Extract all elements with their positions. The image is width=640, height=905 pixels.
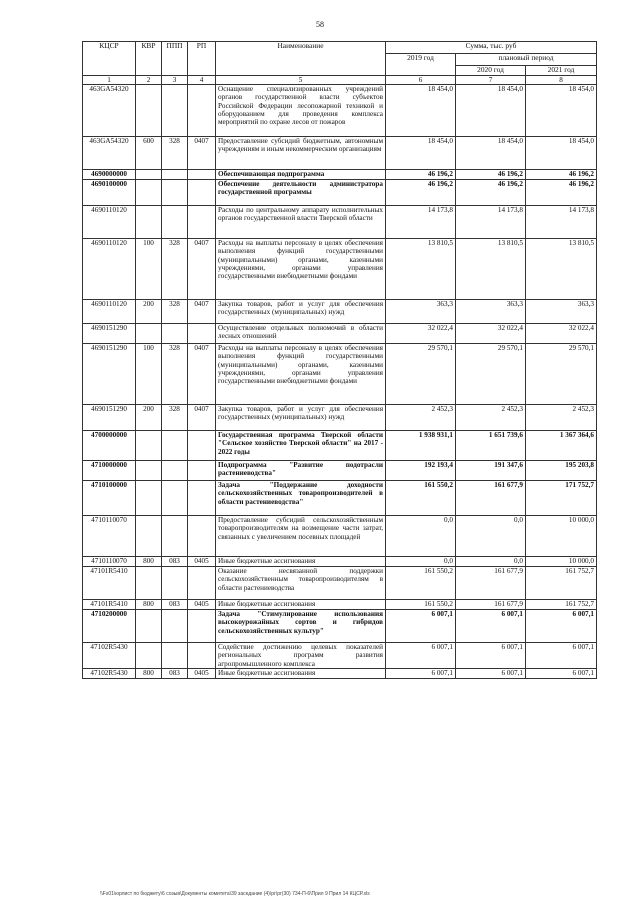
row-code: 4690151290 xyxy=(83,405,136,431)
row-name: Предоставление субсидий сельскохозяйственным товаропроизводителям на возмещение части затрат, связанных с увеличением посевных площадей xyxy=(216,516,386,557)
row-code: 4690100000 xyxy=(83,180,136,206)
row-amount-2021: 18 454,0 xyxy=(526,85,597,137)
row-rp: 0407 xyxy=(188,239,216,300)
table-row xyxy=(83,206,597,239)
header-year-2019: 2019 год xyxy=(386,54,456,76)
row-amount-2019: 46 196,2 xyxy=(386,170,456,180)
row-ppp: 328 xyxy=(162,300,188,324)
row-rp xyxy=(188,180,216,206)
row-name: Оснащение специализированных учреждений органов государственной власти субъектов Российской Федерации лесопожарной техникой и оборудованием для проведения комплекса мероприятий по охране лесов от пожаров xyxy=(216,85,386,137)
table-row xyxy=(83,300,597,324)
row-ppp: 083 xyxy=(162,600,188,610)
row-kvr xyxy=(136,643,162,669)
row-ppp xyxy=(162,206,188,239)
column-number: 1 xyxy=(83,76,136,85)
table-row xyxy=(83,405,597,431)
row-code: 463GA54320 xyxy=(83,85,136,137)
row-ppp xyxy=(162,324,188,344)
row-amount-2019: 161 550,2 xyxy=(386,481,456,516)
row-amount-2021: 29 570,1 xyxy=(526,344,597,405)
row-name: Иные бюджетные ассигнования xyxy=(216,557,386,567)
row-ppp xyxy=(162,170,188,180)
table-row xyxy=(83,344,597,405)
row-kvr: 200 xyxy=(136,300,162,324)
row-kvr: 800 xyxy=(136,668,162,678)
table-row xyxy=(83,481,597,516)
row-code: 4690151290 xyxy=(83,324,136,344)
row-amount-2020: 161 677,9 xyxy=(456,600,526,610)
row-rp xyxy=(188,516,216,557)
row-amount-2019: 6 007,1 xyxy=(386,610,456,643)
table-row xyxy=(83,137,597,170)
header-name: Наименование xyxy=(216,42,386,76)
column-number: 6 xyxy=(386,76,456,85)
column-number: 3 xyxy=(162,76,188,85)
row-name: Расходы на выплаты персоналу в целях обеспечения выполнения функций государственными (муниципальными) органами, казенными учреждениями, органами управления государственными внебюджетными фондами xyxy=(216,239,386,300)
row-ppp xyxy=(162,610,188,643)
row-amount-2021: 1 367 364,6 xyxy=(526,431,597,461)
page-number: 58 xyxy=(316,20,324,29)
row-ppp xyxy=(162,567,188,600)
table-row xyxy=(83,180,597,206)
row-name: Иные бюджетные ассигнования xyxy=(216,668,386,678)
row-amount-2020: 6 007,1 xyxy=(456,610,526,643)
row-code: 4690000000 xyxy=(83,170,136,180)
table-row xyxy=(83,431,597,461)
row-ppp xyxy=(162,461,188,481)
row-amount-2019: 161 550,2 xyxy=(386,600,456,610)
row-name: Государственная программа Тверской области "Сельское хозяйство Тверской области" на 2017 - 2022 годы xyxy=(216,431,386,461)
row-amount-2021: 6 007,1 xyxy=(526,610,597,643)
row-amount-2020: 18 454,0 xyxy=(456,137,526,170)
row-rp: 0407 xyxy=(188,344,216,405)
row-rp: 0405 xyxy=(188,668,216,678)
row-ppp xyxy=(162,431,188,461)
row-rp xyxy=(188,610,216,643)
header-plan-period: плановый период xyxy=(456,54,597,66)
row-ppp: 328 xyxy=(162,344,188,405)
row-code: 47101R5410 xyxy=(83,600,136,610)
table-row xyxy=(83,557,597,567)
row-ppp xyxy=(162,180,188,206)
column-number: 7 xyxy=(456,76,526,85)
row-kvr xyxy=(136,180,162,206)
row-ppp xyxy=(162,85,188,137)
row-name: Осуществление отдельных полномочий в области лесных отношений xyxy=(216,324,386,344)
row-name: Расходы по центральному аппарату исполнительных органов государственной власти Тверской области xyxy=(216,206,386,239)
row-code: 4710110070 xyxy=(83,557,136,567)
row-code: 47101R5410 xyxy=(83,567,136,600)
row-amount-2020: 0,0 xyxy=(456,557,526,567)
row-amount-2020: 363,3 xyxy=(456,300,526,324)
row-name: Расходы на выплаты персоналу в целях обеспечения выполнения функций государственными (муниципальными) органами, казенными учреждениями, органами управления государственными внебюджетными фондами xyxy=(216,344,386,405)
row-kvr xyxy=(136,324,162,344)
row-amount-2021: 171 752,7 xyxy=(526,481,597,516)
column-number: 4 xyxy=(188,76,216,85)
row-amount-2019: 2 452,3 xyxy=(386,405,456,431)
row-amount-2021: 6 007,1 xyxy=(526,643,597,669)
column-number: 2 xyxy=(136,76,162,85)
row-kvr xyxy=(136,206,162,239)
row-amount-2020: 6 007,1 xyxy=(456,643,526,669)
row-rp xyxy=(188,461,216,481)
row-name: Закупка товаров, работ и услуг для обеспечения государственных (муниципальных) нужд xyxy=(216,300,386,324)
header-code: КЦСР xyxy=(83,42,136,76)
table-row xyxy=(83,567,597,600)
header-rp: РП xyxy=(188,42,216,76)
row-name: Обеспечивающая подпрограмма xyxy=(216,170,386,180)
row-rp xyxy=(188,567,216,600)
table-row xyxy=(83,461,597,481)
row-amount-2020: 161 677,9 xyxy=(456,567,526,600)
row-amount-2020: 32 022,4 xyxy=(456,324,526,344)
column-number: 5 xyxy=(216,76,386,85)
row-amount-2021: 46 196,2 xyxy=(526,170,597,180)
row-rp: 0407 xyxy=(188,300,216,324)
row-amount-2021: 18 454,0 xyxy=(526,137,597,170)
row-amount-2020: 191 347,6 xyxy=(456,461,526,481)
row-kvr xyxy=(136,516,162,557)
row-code: 4690110120 xyxy=(83,206,136,239)
row-kvr: 800 xyxy=(136,600,162,610)
row-ppp: 328 xyxy=(162,405,188,431)
row-rp xyxy=(188,85,216,137)
row-kvr xyxy=(136,481,162,516)
row-amount-2020: 46 196,2 xyxy=(456,170,526,180)
column-number: 8 xyxy=(526,76,597,85)
file-path-footer: \\Fs01\юрлист по бюджету\6 созыв\Документы комитета\39 заседание (4)\рг\рг(30) 734-П-6\Прил 9 Прил 14 КЦСР.xls xyxy=(100,891,370,897)
row-code: 4710200000 xyxy=(83,610,136,643)
row-kvr xyxy=(136,567,162,600)
row-amount-2021: 161 752,7 xyxy=(526,600,597,610)
table-row xyxy=(83,643,597,669)
row-kvr xyxy=(136,461,162,481)
row-code: 4690110120 xyxy=(83,300,136,324)
row-amount-2021: 6 007,1 xyxy=(526,668,597,678)
row-rp xyxy=(188,170,216,180)
row-amount-2020: 14 173,8 xyxy=(456,206,526,239)
header-kvr: КВР xyxy=(136,42,162,76)
row-name: Подпрограмма "Развитие подотрасли растениеводства" xyxy=(216,461,386,481)
row-ppp xyxy=(162,481,188,516)
row-amount-2019: 18 454,0 xyxy=(386,85,456,137)
row-rp xyxy=(188,431,216,461)
table-row xyxy=(83,668,597,678)
row-name: Обеспечение деятельности администратора государственной программы xyxy=(216,180,386,206)
row-amount-2021: 32 022,4 xyxy=(526,324,597,344)
table-body xyxy=(83,85,597,679)
row-amount-2019: 0,0 xyxy=(386,516,456,557)
row-ppp: 328 xyxy=(162,137,188,170)
row-amount-2019: 14 173,8 xyxy=(386,206,456,239)
row-amount-2020: 46 196,2 xyxy=(456,180,526,206)
row-amount-2021: 363,3 xyxy=(526,300,597,324)
row-kvr: 200 xyxy=(136,405,162,431)
row-ppp: 083 xyxy=(162,557,188,567)
header-amount: Сумма, тыс. руб xyxy=(386,42,597,54)
row-rp xyxy=(188,481,216,516)
row-amount-2019: 1 938 931,1 xyxy=(386,431,456,461)
row-name: Закупка товаров, работ и услуг для обеспечения государственных (муниципальных) нужд xyxy=(216,405,386,431)
row-amount-2021: 46 196,2 xyxy=(526,180,597,206)
row-rp xyxy=(188,324,216,344)
row-name: Задача "Поддержание доходности сельскохозяйственных товаропроизводителей в области растениеводства" xyxy=(216,481,386,516)
row-amount-2020: 13 810,5 xyxy=(456,239,526,300)
row-code: 4700000000 xyxy=(83,431,136,461)
row-code: 4710000000 xyxy=(83,461,136,481)
row-amount-2019: 32 022,4 xyxy=(386,324,456,344)
row-name: Задача "Стимулирование использования высокоурожайных сортов и гибридов сельскохозяйственных культур" xyxy=(216,610,386,643)
row-name: Содействие достижению целевых показателей региональных программ развития агропромышленного комплекса xyxy=(216,643,386,669)
row-amount-2020: 6 007,1 xyxy=(456,668,526,678)
row-rp: 0407 xyxy=(188,137,216,170)
row-ppp xyxy=(162,643,188,669)
row-name: Оказание несвязанной поддержки сельскохозяйственным товаропроизводителям в области растениеводства xyxy=(216,567,386,600)
row-kvr xyxy=(136,85,162,137)
row-amount-2019: 6 007,1 xyxy=(386,668,456,678)
row-rp xyxy=(188,206,216,239)
table-row xyxy=(83,600,597,610)
row-amount-2021: 13 810,5 xyxy=(526,239,597,300)
row-kvr: 800 xyxy=(136,557,162,567)
row-amount-2019: 161 550,2 xyxy=(386,567,456,600)
row-code: 4710110070 xyxy=(83,516,136,557)
header-year-2020: 2020 год xyxy=(456,66,526,76)
row-ppp xyxy=(162,516,188,557)
row-kvr xyxy=(136,610,162,643)
header-year-2021: 2021 год xyxy=(526,66,597,76)
row-amount-2019: 13 810,5 xyxy=(386,239,456,300)
row-code: 4690151290 xyxy=(83,344,136,405)
row-rp: 0407 xyxy=(188,405,216,431)
row-amount-2020: 0,0 xyxy=(456,516,526,557)
row-amount-2019: 363,3 xyxy=(386,300,456,324)
row-rp: 0405 xyxy=(188,600,216,610)
row-amount-2020: 29 570,1 xyxy=(456,344,526,405)
row-amount-2019: 6 007,1 xyxy=(386,643,456,669)
row-amount-2019: 192 193,4 xyxy=(386,461,456,481)
header-ppp: ППП xyxy=(162,42,188,76)
row-amount-2020: 161 677,9 xyxy=(456,481,526,516)
row-kvr: 100 xyxy=(136,344,162,405)
row-code: 47102R5430 xyxy=(83,643,136,669)
row-code: 463GA54320 xyxy=(83,137,136,170)
row-amount-2019: 0,0 xyxy=(386,557,456,567)
row-amount-2021: 2 452,3 xyxy=(526,405,597,431)
row-code: 4710100000 xyxy=(83,481,136,516)
row-code: 4690110120 xyxy=(83,239,136,300)
table-row xyxy=(83,239,597,300)
row-name: Предоставление субсидий бюджетным, автономным учреждениям и иным некоммерческим организациям xyxy=(216,137,386,170)
row-ppp: 083 xyxy=(162,668,188,678)
row-kvr: 600 xyxy=(136,137,162,170)
table-row xyxy=(83,170,597,180)
row-amount-2019: 46 196,2 xyxy=(386,180,456,206)
row-amount-2020: 18 454,0 xyxy=(456,85,526,137)
row-amount-2021: 161 752,7 xyxy=(526,567,597,600)
row-ppp: 328 xyxy=(162,239,188,300)
table-row xyxy=(83,516,597,557)
row-kvr xyxy=(136,431,162,461)
row-amount-2021: 195 203,8 xyxy=(526,461,597,481)
row-amount-2019: 29 570,1 xyxy=(386,344,456,405)
table-row xyxy=(83,324,597,344)
row-amount-2021: 14 173,8 xyxy=(526,206,597,239)
row-kvr: 100 xyxy=(136,239,162,300)
row-amount-2021: 10 000,0 xyxy=(526,516,597,557)
budget-table xyxy=(82,41,597,679)
table-row xyxy=(83,610,597,643)
row-amount-2020: 2 452,3 xyxy=(456,405,526,431)
row-amount-2019: 18 454,0 xyxy=(386,137,456,170)
row-name: Иные бюджетные ассигнования xyxy=(216,600,386,610)
row-kvr xyxy=(136,170,162,180)
row-code: 47102R5430 xyxy=(83,668,136,678)
row-rp: 0405 xyxy=(188,557,216,567)
row-amount-2020: 1 651 739,6 xyxy=(456,431,526,461)
row-amount-2021: 10 000,0 xyxy=(526,557,597,567)
table-row xyxy=(83,85,597,137)
row-rp xyxy=(188,643,216,669)
